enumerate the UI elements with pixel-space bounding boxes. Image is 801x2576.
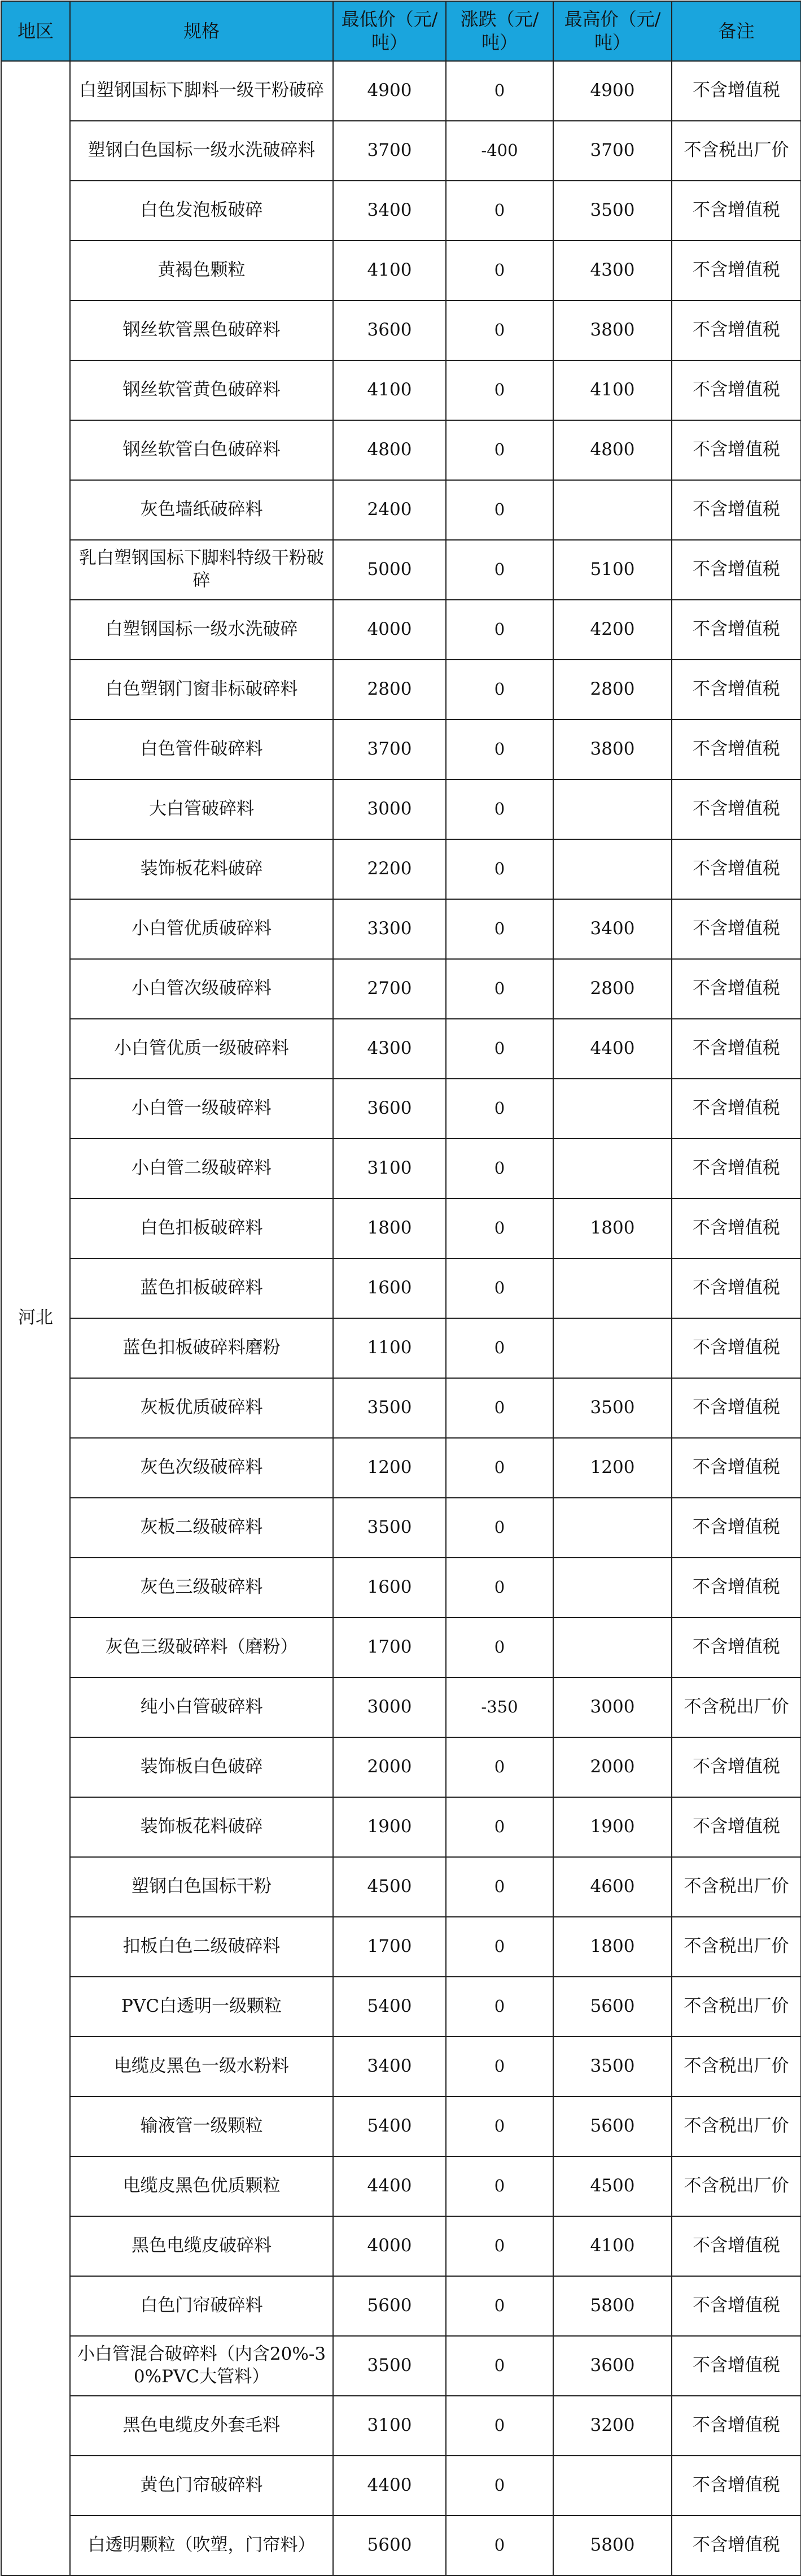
max-price-cell xyxy=(553,1258,672,1318)
spec-cell: 黑色电缆皮破碎料 xyxy=(70,2216,333,2276)
note-cell: 不含增值税 xyxy=(672,2396,801,2456)
min-price-cell: 5400 xyxy=(333,2096,446,2156)
max-price-cell: 5600 xyxy=(553,1977,672,2037)
table-row xyxy=(1,2276,801,2336)
change-cell: 0 xyxy=(446,360,553,420)
spec-cell: 钢丝软管白色破碎料 xyxy=(70,420,333,480)
spec-cell: 输液管一级颗粒 xyxy=(70,2096,333,2156)
note-cell: 不含增值税 xyxy=(672,2216,801,2276)
table-row xyxy=(1,839,801,899)
min-price-cell: 1200 xyxy=(333,1438,446,1498)
note-cell: 不含增值税 xyxy=(672,1378,801,1438)
max-price-cell: 5600 xyxy=(553,2096,672,2156)
spec-cell: 灰色次级破碎料 xyxy=(70,1438,333,1498)
spec-cell: 白色扣板破碎料 xyxy=(70,1198,333,1258)
spec-cell: 装饰板花料破碎 xyxy=(70,839,333,899)
spec-cell: 白塑钢国标一级水洗破碎 xyxy=(70,600,333,660)
spec-cell: PVC白透明一级颗粒 xyxy=(70,1977,333,2037)
spec-cell: 乳白塑钢国标下脚料特级干粉破碎 xyxy=(70,540,333,600)
table-row xyxy=(1,660,801,720)
note-cell: 不含增值税 xyxy=(672,360,801,420)
change-cell: 0 xyxy=(446,1917,553,1977)
max-price-cell: 3800 xyxy=(553,300,672,360)
min-price-cell: 4100 xyxy=(333,360,446,420)
min-price-cell: 3000 xyxy=(333,779,446,839)
header-change: 涨跌（元/吨） xyxy=(446,1,553,61)
table-row xyxy=(1,420,801,480)
max-price-cell: 4900 xyxy=(553,61,672,121)
max-price-cell: 3000 xyxy=(553,1677,672,1737)
table-row xyxy=(1,720,801,779)
note-cell: 不含增值税 xyxy=(672,660,801,720)
change-cell: 0 xyxy=(446,420,553,480)
max-price-cell xyxy=(553,1139,672,1198)
table-row xyxy=(1,540,801,600)
region-cell: 河北 xyxy=(1,61,70,2575)
table-row xyxy=(1,1318,801,1378)
table-row xyxy=(1,2037,801,2096)
table-row xyxy=(1,1737,801,1797)
max-price-cell: 3500 xyxy=(553,2037,672,2096)
min-price-cell: 3100 xyxy=(333,2396,446,2456)
max-price-cell xyxy=(553,1558,672,1618)
header-note: 备注 xyxy=(672,1,801,61)
max-price-cell: 1900 xyxy=(553,1797,672,1857)
min-price-cell: 4900 xyxy=(333,61,446,121)
table-row xyxy=(1,300,801,360)
min-price-cell: 3000 xyxy=(333,1677,446,1737)
change-cell: 0 xyxy=(446,1618,553,1677)
min-price-cell: 2700 xyxy=(333,959,446,1019)
max-price-cell: 1200 xyxy=(553,1438,672,1498)
header-max-price: 最高价（元/吨） xyxy=(553,1,672,61)
change-cell: 0 xyxy=(446,241,553,300)
note-cell: 不含税出厂价 xyxy=(672,1977,801,2037)
min-price-cell: 3600 xyxy=(333,1079,446,1139)
table-row xyxy=(1,1917,801,1977)
max-price-cell: 4800 xyxy=(553,420,672,480)
note-cell: 不含增值税 xyxy=(672,2276,801,2336)
table-row xyxy=(1,1797,801,1857)
table-row xyxy=(1,2336,801,2396)
change-cell: -350 xyxy=(446,1677,553,1737)
max-price-cell: 3400 xyxy=(553,899,672,959)
min-price-cell: 1600 xyxy=(333,1558,446,1618)
min-price-cell: 3700 xyxy=(333,121,446,181)
table-row xyxy=(1,61,801,121)
change-cell: 0 xyxy=(446,1198,553,1258)
note-cell: 不含增值税 xyxy=(672,1019,801,1079)
change-cell: 0 xyxy=(446,1318,553,1378)
max-price-cell: 3500 xyxy=(553,181,672,241)
table-row xyxy=(1,241,801,300)
change-cell: 0 xyxy=(446,1079,553,1139)
note-cell: 不含增值税 xyxy=(672,959,801,1019)
table-row xyxy=(1,121,801,181)
change-cell: 0 xyxy=(446,2216,553,2276)
table-row xyxy=(1,2096,801,2156)
spec-cell: 装饰板白色破碎 xyxy=(70,1737,333,1797)
spec-cell: 白色门帘破碎料 xyxy=(70,2276,333,2336)
min-price-cell: 4800 xyxy=(333,420,446,480)
table-body xyxy=(1,61,801,2575)
change-cell: 0 xyxy=(446,2456,553,2516)
min-price-cell: 5000 xyxy=(333,540,446,600)
note-cell: 不含增值税 xyxy=(672,1737,801,1797)
spec-cell: 装饰板花料破碎 xyxy=(70,1797,333,1857)
note-cell: 不含税出厂价 xyxy=(672,2096,801,2156)
change-cell: 0 xyxy=(446,540,553,600)
max-price-cell: 3200 xyxy=(553,2396,672,2456)
spec-cell: 钢丝软管黑色破碎料 xyxy=(70,300,333,360)
min-price-cell: 3400 xyxy=(333,2037,446,2096)
note-cell: 不含增值税 xyxy=(672,2456,801,2516)
max-price-cell: 4300 xyxy=(553,241,672,300)
max-price-cell: 4600 xyxy=(553,1857,672,1917)
table-row xyxy=(1,779,801,839)
change-cell: 0 xyxy=(446,1977,553,2037)
spec-cell: 白色管件破碎料 xyxy=(70,720,333,779)
min-price-cell: 1900 xyxy=(333,1797,446,1857)
max-price-cell: 4100 xyxy=(553,2216,672,2276)
change-cell: 0 xyxy=(446,1019,553,1079)
min-price-cell: 2000 xyxy=(333,1737,446,1797)
min-price-cell: 4100 xyxy=(333,241,446,300)
spec-cell: 蓝色扣板破碎料磨粉 xyxy=(70,1318,333,1378)
spec-cell: 大白管破碎料 xyxy=(70,779,333,839)
note-cell: 不含税出厂价 xyxy=(672,2156,801,2216)
spec-cell: 灰色墙纸破碎料 xyxy=(70,480,333,540)
spec-cell: 小白管优质一级破碎料 xyxy=(70,1019,333,1079)
change-cell: 0 xyxy=(446,300,553,360)
note-cell: 不含税出厂价 xyxy=(672,1917,801,1977)
change-cell: 0 xyxy=(446,1438,553,1498)
change-cell: 0 xyxy=(446,1797,553,1857)
note-cell: 不含增值税 xyxy=(672,1558,801,1618)
table-row xyxy=(1,1198,801,1258)
note-cell: 不含增值税 xyxy=(672,2516,801,2575)
table-row xyxy=(1,1857,801,1917)
change-cell: 0 xyxy=(446,2276,553,2336)
table-row xyxy=(1,1438,801,1498)
spec-cell: 蓝色扣板破碎料 xyxy=(70,1258,333,1318)
note-cell: 不含增值税 xyxy=(672,1139,801,1198)
change-cell: 0 xyxy=(446,1139,553,1198)
max-price-cell: 3800 xyxy=(553,720,672,779)
table-row xyxy=(1,1258,801,1318)
note-cell: 不含增值税 xyxy=(672,839,801,899)
min-price-cell: 5600 xyxy=(333,2276,446,2336)
max-price-cell: 5800 xyxy=(553,2516,672,2575)
max-price-cell xyxy=(553,839,672,899)
min-price-cell: 3500 xyxy=(333,1498,446,1558)
note-cell: 不含增值税 xyxy=(672,899,801,959)
change-cell: 0 xyxy=(446,1258,553,1318)
change-cell: 0 xyxy=(446,1378,553,1438)
spec-cell: 灰色三级破碎料（磨粉） xyxy=(70,1618,333,1677)
spec-cell: 小白管混合破碎料（内含20%-30%PVC大管料） xyxy=(70,2336,333,2396)
note-cell: 不含增值税 xyxy=(672,480,801,540)
note-cell: 不含税出厂价 xyxy=(672,2037,801,2096)
note-cell: 不含税出厂价 xyxy=(672,1857,801,1917)
header-region: 地区 xyxy=(1,1,70,61)
table-row xyxy=(1,1378,801,1438)
spec-cell: 灰板优质破碎料 xyxy=(70,1378,333,1438)
max-price-cell xyxy=(553,1079,672,1139)
table-row xyxy=(1,1019,801,1079)
max-price-cell: 2800 xyxy=(553,959,672,1019)
change-cell: 0 xyxy=(446,480,553,540)
note-cell: 不含增值税 xyxy=(672,1198,801,1258)
change-cell: 0 xyxy=(446,2156,553,2216)
header-min-price: 最低价（元/吨） xyxy=(333,1,446,61)
spec-cell: 塑钢白色国标一级水洗破碎料 xyxy=(70,121,333,181)
note-cell: 不含增值税 xyxy=(672,1618,801,1677)
max-price-cell: 1800 xyxy=(553,1917,672,1977)
max-price-cell: 3600 xyxy=(553,2336,672,2396)
min-price-cell: 4500 xyxy=(333,1857,446,1917)
max-price-cell: 5100 xyxy=(553,540,672,600)
min-price-cell: 3100 xyxy=(333,1139,446,1198)
spec-cell: 电缆皮黑色优质颗粒 xyxy=(70,2156,333,2216)
max-price-cell: 3500 xyxy=(553,1378,672,1438)
table-row xyxy=(1,1977,801,2037)
note-cell: 不含增值税 xyxy=(672,600,801,660)
min-price-cell: 1100 xyxy=(333,1318,446,1378)
spec-cell: 钢丝软管黄色破碎料 xyxy=(70,360,333,420)
max-price-cell xyxy=(553,480,672,540)
change-cell: 0 xyxy=(446,2516,553,2575)
min-price-cell: 3700 xyxy=(333,720,446,779)
min-price-cell: 4400 xyxy=(333,2456,446,2516)
max-price-cell: 5800 xyxy=(553,2276,672,2336)
max-price-cell xyxy=(553,2456,672,2516)
table-row xyxy=(1,2156,801,2216)
table-row xyxy=(1,1498,801,1558)
note-cell: 不含增值税 xyxy=(672,779,801,839)
table-row xyxy=(1,959,801,1019)
min-price-cell: 4300 xyxy=(333,1019,446,1079)
min-price-cell: 3600 xyxy=(333,300,446,360)
table-row xyxy=(1,2516,801,2575)
max-price-cell: 4100 xyxy=(553,360,672,420)
max-price-cell: 3700 xyxy=(553,121,672,181)
min-price-cell: 3500 xyxy=(333,2336,446,2396)
table-row xyxy=(1,1618,801,1677)
min-price-cell: 3400 xyxy=(333,181,446,241)
max-price-cell: 1800 xyxy=(553,1198,672,1258)
min-price-cell: 5600 xyxy=(333,2516,446,2575)
spec-cell: 白色发泡板破碎 xyxy=(70,181,333,241)
spec-cell: 塑钢白色国标干粉 xyxy=(70,1857,333,1917)
spec-cell: 电缆皮黑色一级水粉料 xyxy=(70,2037,333,2096)
min-price-cell: 2400 xyxy=(333,480,446,540)
min-price-cell: 1700 xyxy=(333,1917,446,1977)
spec-cell: 白塑钢国标下脚料一级干粉破碎 xyxy=(70,61,333,121)
spec-cell: 灰板二级破碎料 xyxy=(70,1498,333,1558)
min-price-cell: 1600 xyxy=(333,1258,446,1318)
max-price-cell: 2800 xyxy=(553,660,672,720)
header-row xyxy=(1,1,801,61)
change-cell: 0 xyxy=(446,839,553,899)
spec-cell: 纯小白管破碎料 xyxy=(70,1677,333,1737)
change-cell: 0 xyxy=(446,2396,553,2456)
note-cell: 不含增值税 xyxy=(672,181,801,241)
min-price-cell: 1700 xyxy=(333,1618,446,1677)
min-price-cell: 4000 xyxy=(333,2216,446,2276)
min-price-cell: 4000 xyxy=(333,600,446,660)
table-row xyxy=(1,1139,801,1198)
note-cell: 不含税出厂价 xyxy=(672,121,801,181)
table-row xyxy=(1,360,801,420)
change-cell: 0 xyxy=(446,1558,553,1618)
min-price-cell: 4400 xyxy=(333,2156,446,2216)
change-cell: 0 xyxy=(446,959,553,1019)
change-cell: 0 xyxy=(446,181,553,241)
change-cell: 0 xyxy=(446,1498,553,1558)
max-price-cell: 4400 xyxy=(553,1019,672,1079)
table-row xyxy=(1,1558,801,1618)
change-cell: 0 xyxy=(446,2336,553,2396)
change-cell: 0 xyxy=(446,720,553,779)
note-cell: 不含增值税 xyxy=(672,1258,801,1318)
spec-cell: 小白管一级破碎料 xyxy=(70,1079,333,1139)
note-cell: 不含增值税 xyxy=(672,1438,801,1498)
max-price-cell xyxy=(553,1618,672,1677)
note-cell: 不含增值税 xyxy=(672,1079,801,1139)
note-cell: 不含增值税 xyxy=(672,720,801,779)
change-cell: 0 xyxy=(446,779,553,839)
max-price-cell: 2000 xyxy=(553,1737,672,1797)
change-cell: 0 xyxy=(446,899,553,959)
table-row xyxy=(1,181,801,241)
spec-cell: 扣板白色二级破碎料 xyxy=(70,1917,333,1977)
spec-cell: 小白管次级破碎料 xyxy=(70,959,333,1019)
spec-cell: 灰色三级破碎料 xyxy=(70,1558,333,1618)
note-cell: 不含增值税 xyxy=(672,1318,801,1378)
note-cell: 不含增值税 xyxy=(672,1498,801,1558)
min-price-cell: 5400 xyxy=(333,1977,446,2037)
note-cell: 不含增值税 xyxy=(672,2336,801,2396)
change-cell: 0 xyxy=(446,1857,553,1917)
note-cell: 不含增值税 xyxy=(672,420,801,480)
table-row xyxy=(1,2456,801,2516)
price-table xyxy=(1,1,801,2576)
note-cell: 不含税出厂价 xyxy=(672,1677,801,1737)
min-price-cell: 1800 xyxy=(333,1198,446,1258)
note-cell: 不含增值税 xyxy=(672,241,801,300)
change-cell: 0 xyxy=(446,660,553,720)
note-cell: 不含增值税 xyxy=(672,300,801,360)
change-cell: 0 xyxy=(446,600,553,660)
table-row xyxy=(1,480,801,540)
min-price-cell: 3500 xyxy=(333,1378,446,1438)
spec-cell: 黄褐色颗粒 xyxy=(70,241,333,300)
note-cell: 不含增值税 xyxy=(672,1797,801,1857)
spec-cell: 白透明颗粒（吹塑，门帘料） xyxy=(70,2516,333,2575)
change-cell: 0 xyxy=(446,2096,553,2156)
change-cell: 0 xyxy=(446,2037,553,2096)
spec-cell: 黄色门帘破碎料 xyxy=(70,2456,333,2516)
header-spec: 规格 xyxy=(70,1,333,61)
table-row xyxy=(1,1079,801,1139)
max-price-cell: 4200 xyxy=(553,600,672,660)
table-row xyxy=(1,2216,801,2276)
note-cell: 不含增值税 xyxy=(672,61,801,121)
max-price-cell: 4500 xyxy=(553,2156,672,2216)
max-price-cell xyxy=(553,779,672,839)
change-cell: 0 xyxy=(446,1737,553,1797)
max-price-cell xyxy=(553,1498,672,1558)
min-price-cell: 3300 xyxy=(333,899,446,959)
change-cell: -400 xyxy=(446,121,553,181)
note-cell: 不含增值税 xyxy=(672,540,801,600)
spec-cell: 白色塑钢门窗非标破碎料 xyxy=(70,660,333,720)
table-row xyxy=(1,2396,801,2456)
spec-cell: 小白管二级破碎料 xyxy=(70,1139,333,1198)
table-row xyxy=(1,1677,801,1737)
min-price-cell: 2200 xyxy=(333,839,446,899)
change-cell: 0 xyxy=(446,61,553,121)
table-row xyxy=(1,899,801,959)
min-price-cell: 2800 xyxy=(333,660,446,720)
table-row xyxy=(1,600,801,660)
spec-cell: 黑色电缆皮外套毛料 xyxy=(70,2396,333,2456)
spec-cell: 小白管优质破碎料 xyxy=(70,899,333,959)
max-price-cell xyxy=(553,1318,672,1378)
